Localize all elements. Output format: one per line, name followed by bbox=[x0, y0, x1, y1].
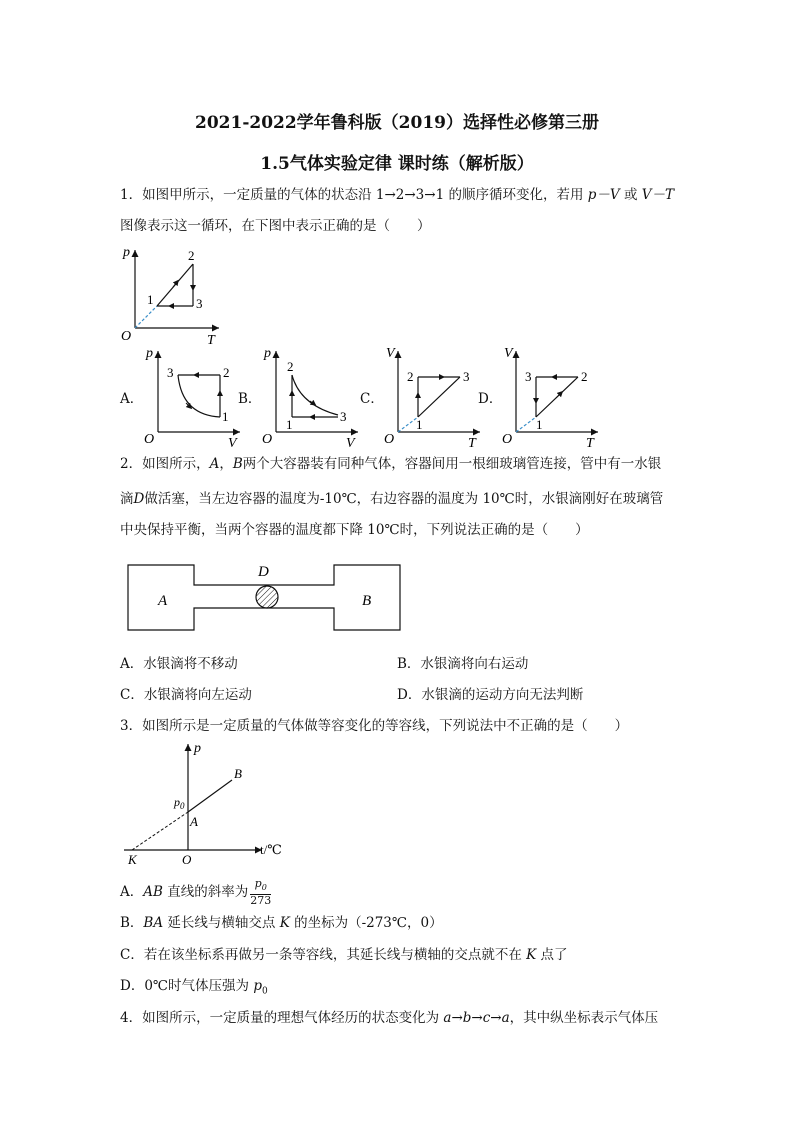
q2-option-d[interactable]: D．水银滴的运动方向无法判断 bbox=[397, 687, 584, 703]
q1-main-pt1: 1 bbox=[147, 292, 154, 307]
q1-b-pt2: 2 bbox=[287, 359, 294, 374]
q1-option-d-label[interactable]: D． bbox=[478, 391, 503, 407]
q3-isochore-AB bbox=[188, 780, 232, 812]
q4-stem-line1: 4．如图所示，一定质量的理想气体经历的状态变化为 a→b→c→a，其中纵坐标表示气体压 bbox=[120, 1010, 659, 1026]
q2-mercury-drop bbox=[256, 586, 278, 608]
q3-label-O: O bbox=[182, 852, 192, 867]
q1-b-x: V bbox=[346, 436, 355, 451]
q1-d-x: T bbox=[586, 436, 594, 451]
q1-d-y: V bbox=[504, 346, 513, 361]
q1-b-y: p bbox=[264, 346, 271, 361]
q1-d-pt3: 3 bbox=[525, 369, 532, 384]
q3-label-t: t/℃ bbox=[260, 842, 282, 857]
q1-b-pt3: 3 bbox=[340, 409, 347, 424]
q2-figure bbox=[128, 560, 418, 640]
q2-option-a[interactable]: A．水银滴将不移动 bbox=[120, 656, 238, 672]
q1-stem-line2: 图像表示这一循环，在下图中表示正确的是（ ） bbox=[120, 218, 431, 234]
q1-c-pt1: 1 bbox=[416, 417, 423, 432]
q1-main-x-label: T bbox=[207, 333, 215, 348]
q1-a-pt3: 3 bbox=[167, 365, 174, 380]
q1-option-a-label[interactable]: A． bbox=[120, 391, 144, 407]
q2-option-b[interactable]: B．水银滴将向右运动 bbox=[397, 656, 529, 672]
q2-label-B: B bbox=[362, 593, 372, 609]
q3-option-b[interactable]: B．BA 延长线与横轴交点 K 的坐标为（-273℃，0） bbox=[120, 915, 443, 931]
q1-c-y: V bbox=[386, 346, 395, 361]
q1-a-pt2: 2 bbox=[223, 365, 230, 380]
q1-c-o: O bbox=[384, 432, 395, 447]
q1-stem-line1: 1．如图甲所示，一定质量的气体的状态沿 1→2→3→1 的顺序循环变化，若用 p－V 或 V－T bbox=[120, 187, 675, 203]
q1-option-b-graph bbox=[258, 345, 368, 451]
q1-main-dash bbox=[135, 306, 157, 328]
q1-a-pt1: 1 bbox=[222, 409, 229, 424]
q3-figure bbox=[122, 740, 292, 865]
q3-option-c[interactable]: C．若在该坐标系再做另一条等容线，其延长线与横轴的交点就不在 K 点了 bbox=[120, 947, 568, 963]
q1-option-b-label[interactable]: B． bbox=[238, 391, 262, 407]
q3-label-A: A bbox=[190, 814, 198, 829]
q1-c-pt2: 2 bbox=[407, 369, 414, 384]
q2-stem-line2: 滴D做活塞，当左边容器的温度为-10℃，右边容器的温度为 10℃时，水银滴刚好在玻璃管 bbox=[120, 491, 664, 507]
q1-c-x: T bbox=[468, 436, 476, 451]
q1-option-c-label[interactable]: C． bbox=[360, 391, 384, 407]
q1-option-a-graph bbox=[140, 345, 250, 451]
q3-label-B: B bbox=[234, 766, 242, 781]
q1-option-c-graph bbox=[380, 345, 490, 451]
q3-label-p0: $p_0$ bbox=[174, 795, 185, 811]
q1-main-graph bbox=[115, 238, 235, 353]
q3-label-p: p bbox=[194, 741, 201, 756]
q3-stem: 3．如图所示是一定质量的气体做等容变化的等容线，下列说法中不正确的是（ ） bbox=[120, 718, 629, 734]
q1-d-pt1: 1 bbox=[536, 417, 543, 432]
q1-main-origin: O bbox=[121, 329, 132, 344]
q1-main-pt2: 2 bbox=[188, 248, 195, 263]
q2-stem-line1: 2．如图所示，A，B两个大容器装有同种气体，容器间用一根细玻璃管连接，管中有一水银 bbox=[120, 456, 662, 472]
q1-b-o: O bbox=[262, 432, 273, 447]
q1-a-curve bbox=[178, 375, 220, 417]
q3-fraction: $\frac{p_0}{273}$ bbox=[250, 877, 272, 908]
q3-option-a[interactable]: A．AB 直线的斜率为 $\frac{p_0}{273}$ bbox=[120, 877, 272, 908]
page-title: 2021-2022学年鲁科版（2019）选择性必修第三册 bbox=[195, 113, 599, 133]
q1-a-o: O bbox=[144, 432, 155, 447]
q1-c-pt3: 3 bbox=[463, 369, 470, 384]
q1-b-pt1: 1 bbox=[286, 417, 293, 432]
q1-main-pt3: 3 bbox=[196, 296, 203, 311]
q3-option-d[interactable]: D．0℃时气体压强为 $p_0$ bbox=[120, 978, 268, 997]
q2-label-D: D bbox=[258, 564, 269, 580]
q1-d-o: O bbox=[502, 432, 513, 447]
page-subtitle: 1.5气体实验定律 课时练（解析版） bbox=[260, 154, 534, 174]
q1-option-d-graph bbox=[498, 345, 608, 451]
q1-a-x: V bbox=[228, 436, 237, 451]
q3-dash-extension bbox=[132, 812, 188, 850]
q2-stem-line3: 中央保持平衡，当两个容器的温度都下降 10℃时，下列说法正确的是（ ） bbox=[120, 522, 589, 538]
q1-d-pt2: 2 bbox=[581, 369, 588, 384]
q3-label-K: K bbox=[128, 852, 137, 867]
q2-option-c[interactable]: C．水银滴将向左运动 bbox=[120, 687, 252, 703]
q2-label-A: A bbox=[158, 593, 168, 609]
q1-a-y: p bbox=[146, 346, 153, 361]
q1-main-y-label: p bbox=[123, 245, 130, 260]
